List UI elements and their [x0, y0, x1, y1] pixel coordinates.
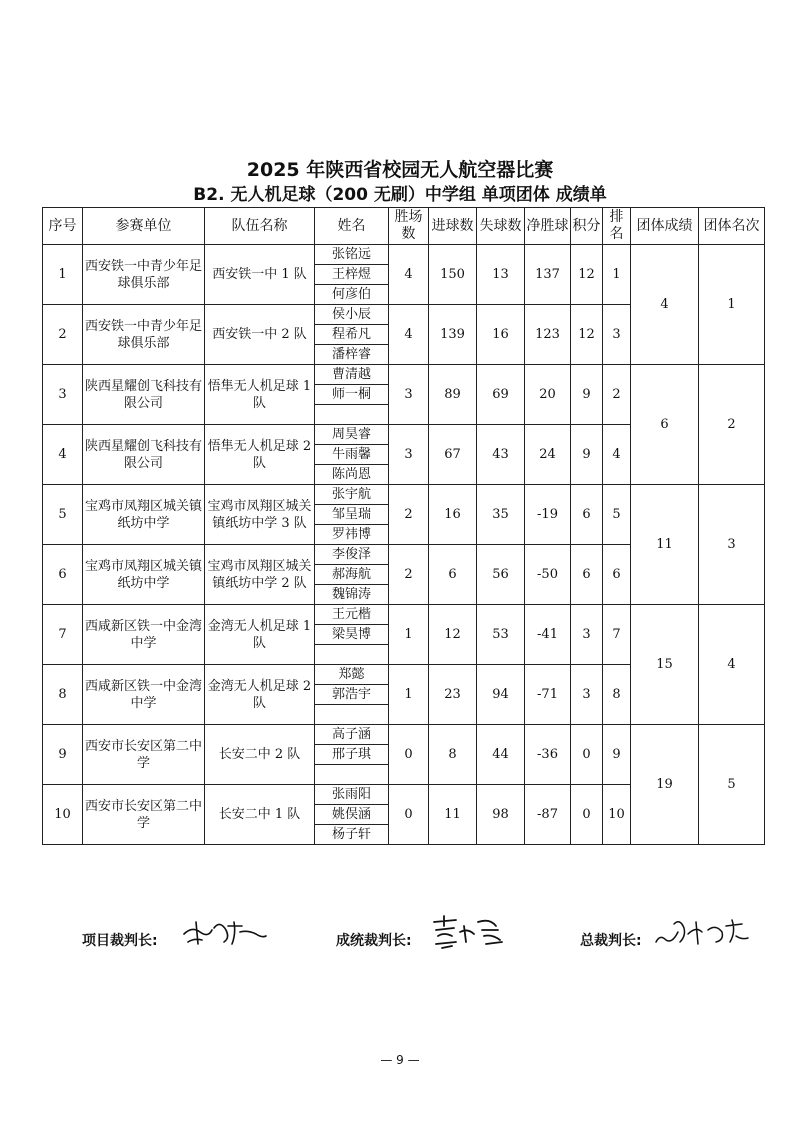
member-name: 张宇航 [315, 485, 389, 505]
rank-cell: 2 [603, 365, 631, 425]
points-cell: 0 [571, 725, 603, 785]
header-net: 净胜球 [525, 208, 571, 245]
rank-cell: 6 [603, 545, 631, 605]
unit-cell: 宝鸡市凤翔区城关镇纸坊中学 [83, 485, 205, 545]
wins-cell: 3 [389, 425, 429, 485]
group-rank-cell: 4 [699, 605, 765, 725]
goals-against-cell: 16 [477, 305, 525, 365]
wins-cell: 0 [389, 725, 429, 785]
goals-for-cell: 150 [429, 245, 477, 305]
unit-cell: 西咸新区铁一中金湾中学 [83, 665, 205, 725]
header-wins: 胜场数 [389, 208, 429, 245]
group-rank-cell: 3 [699, 485, 765, 605]
member-name: 曹清越 [315, 365, 389, 385]
seq-cell: 8 [43, 665, 83, 725]
points-cell: 9 [571, 365, 603, 425]
goals-against-cell: 13 [477, 245, 525, 305]
results-table [42, 207, 765, 845]
group-score-cell: 19 [631, 725, 699, 845]
goals-against-cell: 35 [477, 485, 525, 545]
member-name: 魏锦涛 [315, 585, 389, 605]
rank-cell: 9 [603, 725, 631, 785]
net-cell: 20 [525, 365, 571, 425]
member-name: 梁昊博 [315, 625, 389, 645]
group-score-cell: 4 [631, 245, 699, 365]
team-cell: 悟隼无人机足球 2 队 [205, 425, 315, 485]
header-goals-for: 进球数 [429, 208, 477, 245]
rank-cell: 10 [603, 785, 631, 845]
wins-cell: 4 [389, 245, 429, 305]
rank-cell: 3 [603, 305, 631, 365]
member-name: 罗祎博 [315, 525, 389, 545]
member-name: 张铭远 [315, 245, 389, 265]
team-cell: 金湾无人机足球 1 队 [205, 605, 315, 665]
member-name: 李俊泽 [315, 545, 389, 565]
rank-cell: 7 [603, 605, 631, 665]
points-cell: 9 [571, 425, 603, 485]
rank-cell: 1 [603, 245, 631, 305]
member-name: 何彦伯 [315, 285, 389, 305]
member-name [315, 705, 389, 725]
unit-cell: 西安铁一中青少年足球俱乐部 [83, 305, 205, 365]
net-cell: -71 [525, 665, 571, 725]
unit-cell: 西安铁一中青少年足球俱乐部 [83, 245, 205, 305]
wins-cell: 4 [389, 305, 429, 365]
group-rank-cell: 5 [699, 725, 765, 845]
member-name: 王元楷 [315, 605, 389, 625]
wins-cell: 1 [389, 605, 429, 665]
net-cell: 137 [525, 245, 571, 305]
goals-against-cell: 43 [477, 425, 525, 485]
seq-cell: 2 [43, 305, 83, 365]
rank-cell: 4 [603, 425, 631, 485]
member-name: 郝海航 [315, 565, 389, 585]
header-rank: 排名 [603, 208, 631, 245]
scoring-referee-signature [430, 912, 510, 956]
member-name: 周昊睿 [315, 425, 389, 445]
header-seq: 序号 [43, 208, 83, 245]
member-name: 侯小辰 [315, 305, 389, 325]
table-row [43, 725, 765, 745]
member-name: 杨子轩 [315, 825, 389, 845]
member-name: 王梓煜 [315, 265, 389, 285]
net-cell: -87 [525, 785, 571, 845]
goals-for-cell: 139 [429, 305, 477, 365]
header-row [43, 208, 765, 245]
unit-cell: 西安市长安区第二中学 [83, 785, 205, 845]
seq-cell: 9 [43, 725, 83, 785]
member-name [315, 405, 389, 425]
team-cell: 金湾无人机足球 2 队 [205, 665, 315, 725]
header-unit: 参赛单位 [83, 208, 205, 245]
team-cell: 西安铁一中 1 队 [205, 245, 315, 305]
goals-for-cell: 89 [429, 365, 477, 425]
goals-for-cell: 11 [429, 785, 477, 845]
points-cell: 12 [571, 245, 603, 305]
wins-cell: 2 [389, 545, 429, 605]
header-group-score: 团体成绩 [631, 208, 699, 245]
member-name [315, 765, 389, 785]
goals-against-cell: 44 [477, 725, 525, 785]
team-cell: 西安铁一中 2 队 [205, 305, 315, 365]
rank-cell: 5 [603, 485, 631, 545]
header-group-rank: 团体名次 [699, 208, 765, 245]
chief-referee-label: 总裁判长: [580, 933, 642, 949]
seq-cell: 6 [43, 545, 83, 605]
member-name: 邢子琪 [315, 745, 389, 765]
member-name: 师一桐 [315, 385, 389, 405]
wins-cell: 3 [389, 365, 429, 425]
wins-cell: 2 [389, 485, 429, 545]
goals-for-cell: 8 [429, 725, 477, 785]
page-title: 2025 年陕西省校园无人航空器比赛 [246, 159, 554, 181]
goals-against-cell: 56 [477, 545, 525, 605]
member-name: 程希凡 [315, 325, 389, 345]
group-rank-cell: 1 [699, 245, 765, 365]
signature-row [0, 912, 800, 960]
group-rank-cell: 2 [699, 365, 765, 485]
table-row [43, 245, 765, 265]
table-row [43, 605, 765, 625]
seq-cell: 4 [43, 425, 83, 485]
net-cell: 123 [525, 305, 571, 365]
unit-cell: 陕西星耀创飞科技有限公司 [83, 365, 205, 425]
member-name: 邹呈瑞 [315, 505, 389, 525]
points-cell: 6 [571, 485, 603, 545]
points-cell: 12 [571, 305, 603, 365]
member-name: 高子涵 [315, 725, 389, 745]
goals-for-cell: 6 [429, 545, 477, 605]
member-name: 郭浩宇 [315, 685, 389, 705]
wins-cell: 1 [389, 665, 429, 725]
goals-against-cell: 98 [477, 785, 525, 845]
team-cell: 宝鸡市凤翔区城关镇纸坊中学 3 队 [205, 485, 315, 545]
member-name: 郑懿 [315, 665, 389, 685]
group-score-cell: 6 [631, 365, 699, 485]
team-cell: 长安二中 2 队 [205, 725, 315, 785]
goals-for-cell: 23 [429, 665, 477, 725]
page-subtitle: B2. 无人机足球（200 无刷）中学组 单项团体 成绩单 [193, 185, 607, 205]
goals-against-cell: 69 [477, 365, 525, 425]
member-name: 陈尚恩 [315, 465, 389, 485]
team-cell: 长安二中 1 队 [205, 785, 315, 845]
project-referee-signature [180, 912, 270, 952]
net-cell: -36 [525, 725, 571, 785]
team-cell: 宝鸡市凤翔区城关镇纸坊中学 2 队 [205, 545, 315, 605]
team-cell: 悟隼无人机足球 1 队 [205, 365, 315, 425]
goals-against-cell: 94 [477, 665, 525, 725]
chief-referee-signature [652, 912, 752, 952]
group-score-cell: 15 [631, 605, 699, 725]
net-cell: -19 [525, 485, 571, 545]
table-row [43, 365, 765, 385]
header-name: 姓名 [315, 208, 389, 245]
member-name [315, 645, 389, 665]
scoring-referee-label: 成统裁判长: [336, 933, 412, 949]
seq-cell: 7 [43, 605, 83, 665]
member-name: 牛雨馨 [315, 445, 389, 465]
points-cell: 6 [571, 545, 603, 605]
points-cell: 3 [571, 665, 603, 725]
seq-cell: 3 [43, 365, 83, 425]
group-score-cell: 11 [631, 485, 699, 605]
goals-for-cell: 67 [429, 425, 477, 485]
net-cell: 24 [525, 425, 571, 485]
seq-cell: 10 [43, 785, 83, 845]
member-name: 潘梓睿 [315, 345, 389, 365]
project-referee-label: 项目裁判长: [82, 933, 158, 949]
unit-cell: 宝鸡市凤翔区城关镇纸坊中学 [83, 545, 205, 605]
header-points: 积分 [571, 208, 603, 245]
net-cell: -50 [525, 545, 571, 605]
seq-cell: 1 [43, 245, 83, 305]
points-cell: 3 [571, 605, 603, 665]
member-name: 张雨阳 [315, 785, 389, 805]
seq-cell: 5 [43, 485, 83, 545]
net-cell: -41 [525, 605, 571, 665]
header-team: 队伍名称 [205, 208, 315, 245]
rank-cell: 8 [603, 665, 631, 725]
points-cell: 0 [571, 785, 603, 845]
header-goals-against: 失球数 [477, 208, 525, 245]
table-row [43, 485, 765, 505]
unit-cell: 西安市长安区第二中学 [83, 725, 205, 785]
goals-for-cell: 16 [429, 485, 477, 545]
unit-cell: 西咸新区铁一中金湾中学 [83, 605, 205, 665]
member-name: 姚俣涵 [315, 805, 389, 825]
wins-cell: 0 [389, 785, 429, 845]
goals-for-cell: 12 [429, 605, 477, 665]
page-number: — 9 — [380, 1053, 420, 1067]
goals-against-cell: 53 [477, 605, 525, 665]
unit-cell: 陕西星耀创飞科技有限公司 [83, 425, 205, 485]
